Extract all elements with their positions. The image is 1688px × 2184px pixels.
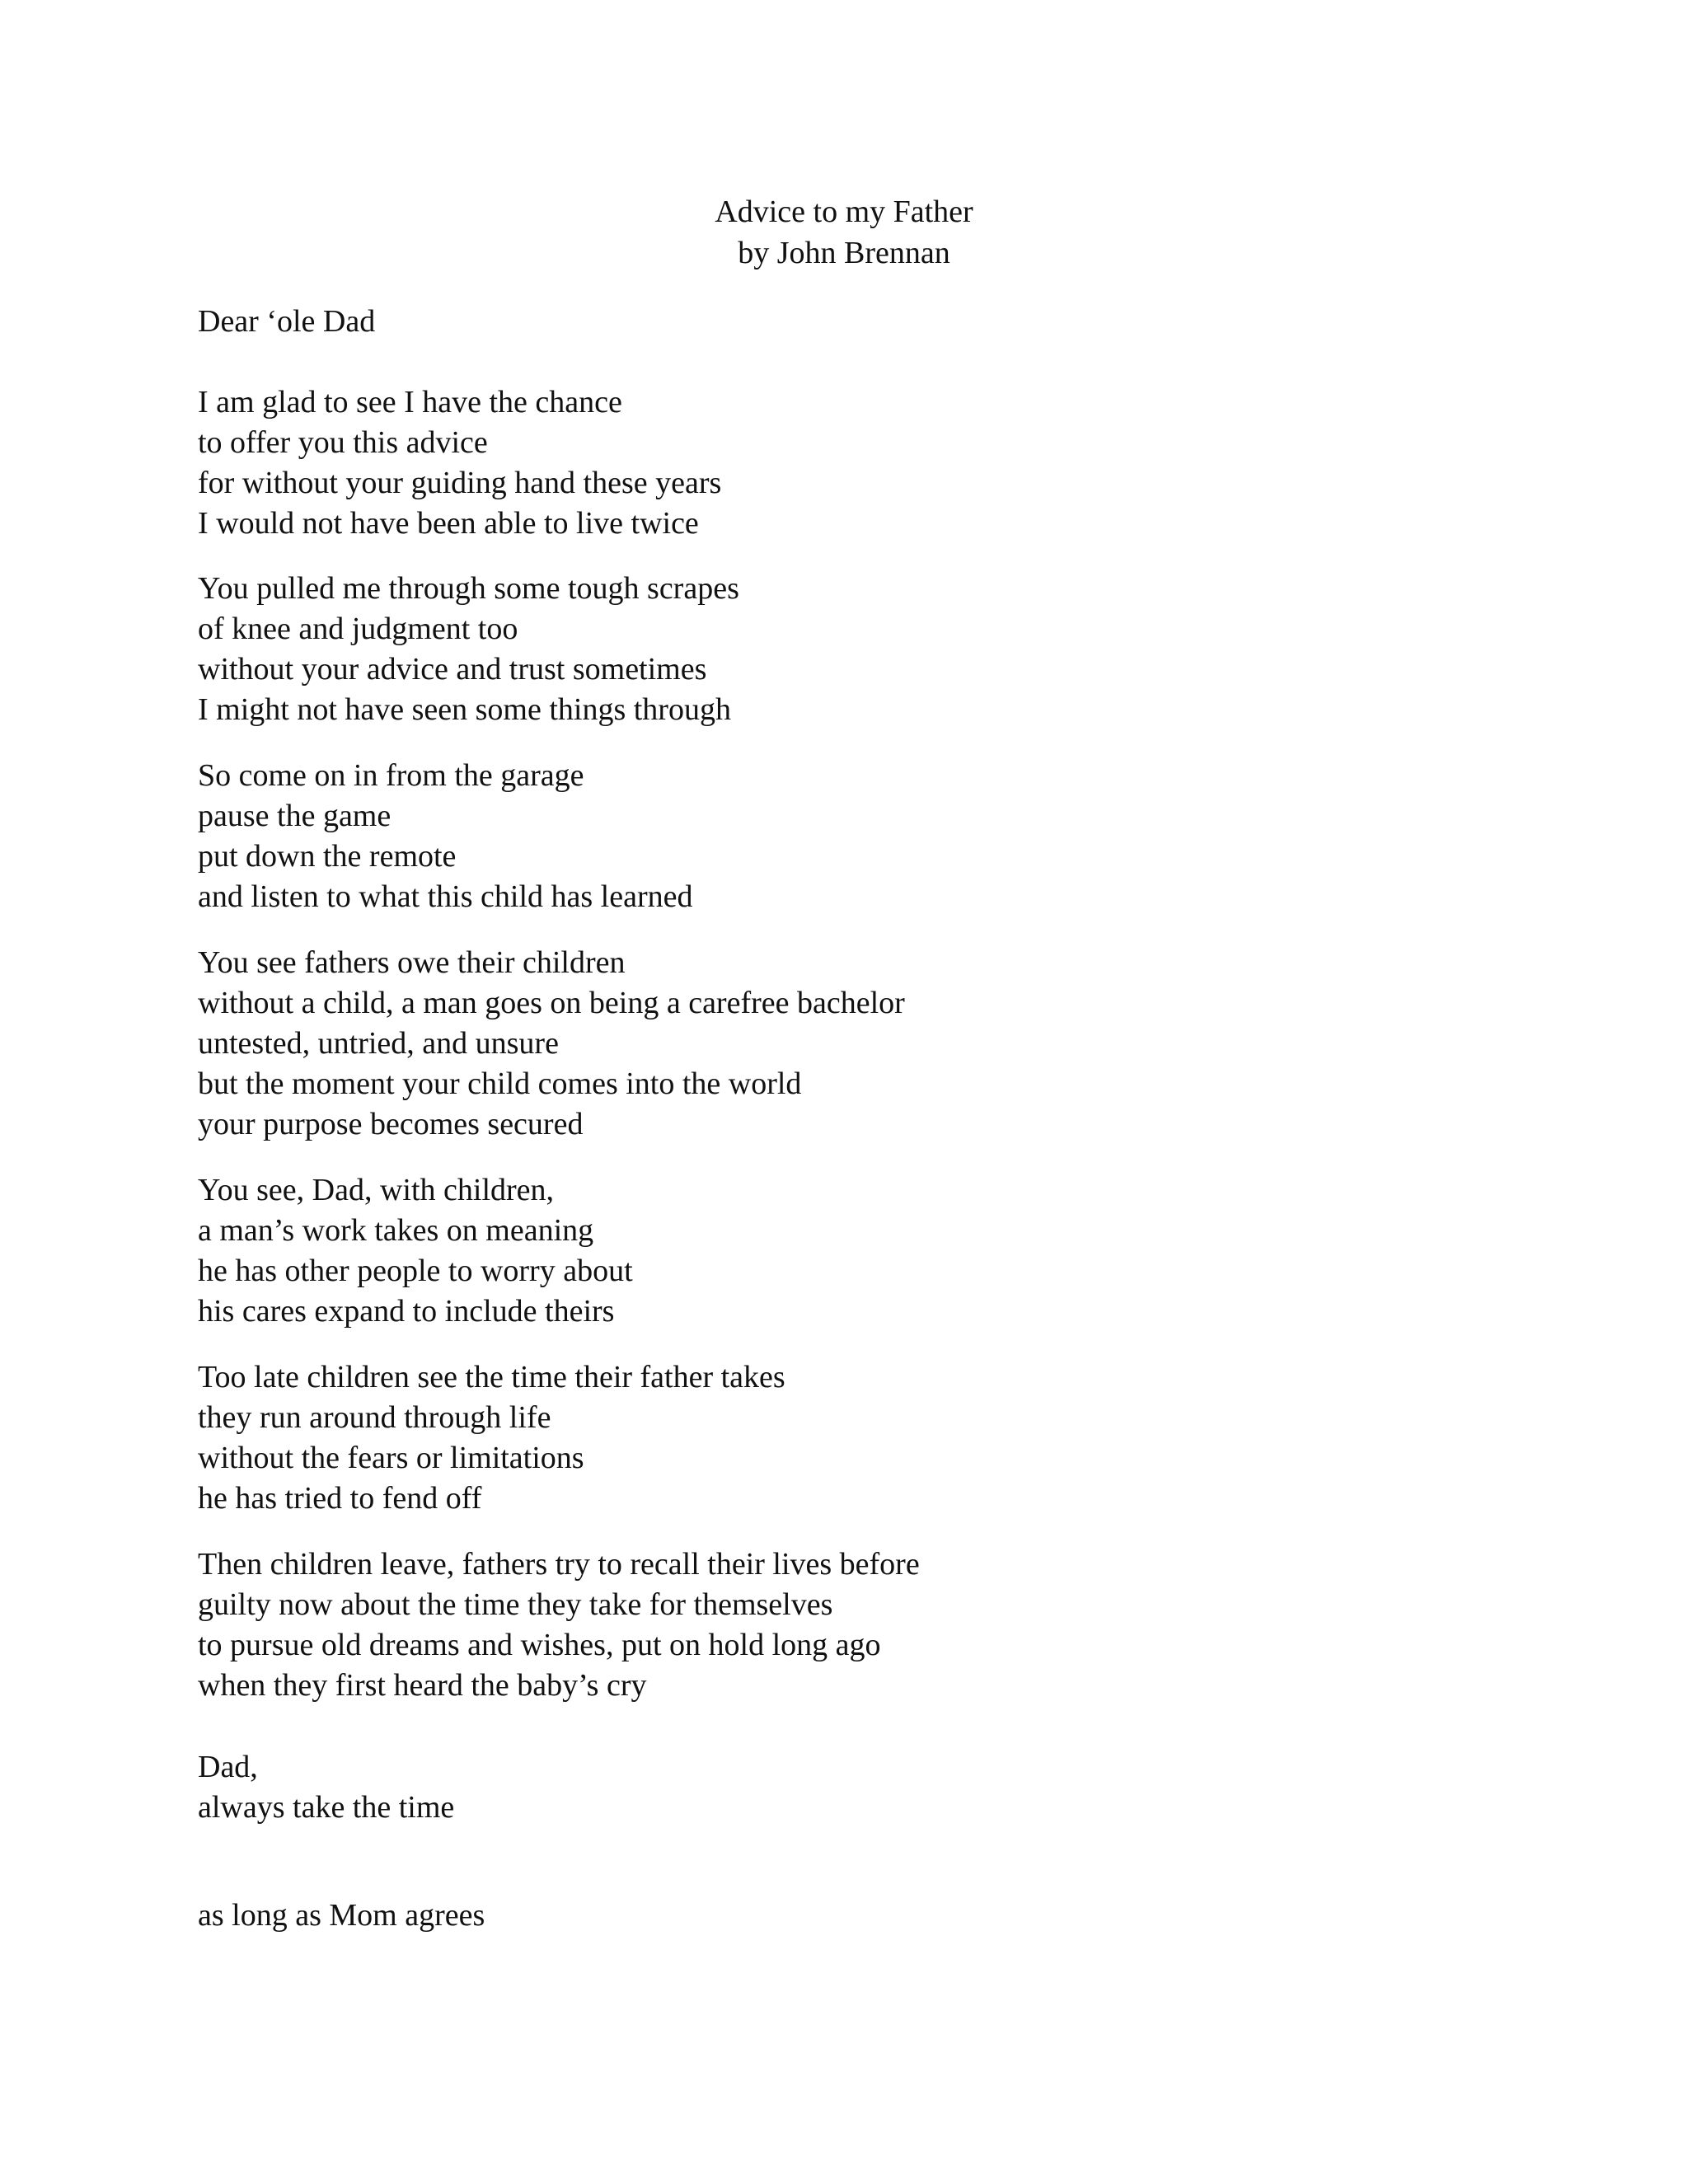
poem-line: they run around through life	[198, 1400, 551, 1435]
stanza-4	[198, 943, 905, 1145]
poem-line: I am glad to see I have the chance	[198, 385, 622, 419]
poem-line: when they first heard the baby’s cry	[198, 1668, 647, 1703]
poem-line: of knee and judgment too	[198, 612, 518, 646]
poem-line: for without your guiding hand these years	[198, 466, 722, 500]
poem-line: You see, Dad, with children,	[198, 1173, 555, 1207]
poem-line: a man’s work takes on meaning	[198, 1213, 594, 1248]
stanza-9	[198, 1896, 485, 1936]
stanza-5	[198, 1170, 633, 1332]
poem-line: Too late children see the time their father takes	[198, 1360, 785, 1394]
poem-line: without a child, a man goes on being a carefree bachelor	[198, 986, 905, 1020]
poem-title: Advice to my Father	[715, 194, 973, 229]
poem-line: without your advice and trust sometimes	[198, 652, 707, 687]
poem-line: You pulled me through some tough scrapes	[198, 571, 739, 606]
poem-line: Dad,	[198, 1750, 258, 1784]
poem-line: as long as Mom agrees	[198, 1898, 485, 1933]
poem-line: to offer you this advice	[198, 425, 488, 460]
salutation-line: Dear ‘ole Dad	[198, 304, 376, 339]
poem-byline: by John Brennan	[738, 236, 950, 270]
poem-line: without the fears or limitations	[198, 1441, 584, 1475]
stanza-3	[198, 756, 692, 917]
stanza-1	[198, 382, 721, 544]
poem-line: always take the time	[198, 1790, 455, 1825]
poem-line: and listen to what this child has learned	[198, 879, 693, 914]
stanza-6	[198, 1357, 785, 1519]
poem-line: So come on in from the garage	[198, 758, 584, 793]
poem-line: Then children leave, fathers try to recall their lives before	[198, 1547, 920, 1582]
stanza-8	[198, 1747, 454, 1828]
poem-line: he has tried to fend off	[198, 1481, 482, 1516]
poem-line: I might not have seen some things through	[198, 692, 731, 727]
poem-line: untested, untried, and unsure	[198, 1026, 559, 1061]
stanza-2	[198, 569, 739, 730]
poem-line: to pursue old dreams and wishes, put on hold long ago	[198, 1628, 881, 1662]
stanza-7	[198, 1544, 920, 1706]
title-block	[0, 191, 1688, 274]
poem-line: but the moment your child comes into the world	[198, 1066, 802, 1101]
poem-line: guilty now about the time they take for themselves	[198, 1587, 833, 1622]
poem-line: your purpose becomes secured	[198, 1107, 584, 1141]
salutation	[198, 302, 375, 342]
poem-line: You see fathers owe their children	[198, 945, 626, 980]
poem-line: his cares expand to include theirs	[198, 1294, 615, 1329]
poem-line: he has other people to worry about	[198, 1254, 633, 1288]
poem-line: put down the remote	[198, 839, 457, 874]
poem-line: I would not have been able to live twice	[198, 506, 699, 541]
poem-line: pause the game	[198, 799, 392, 833]
